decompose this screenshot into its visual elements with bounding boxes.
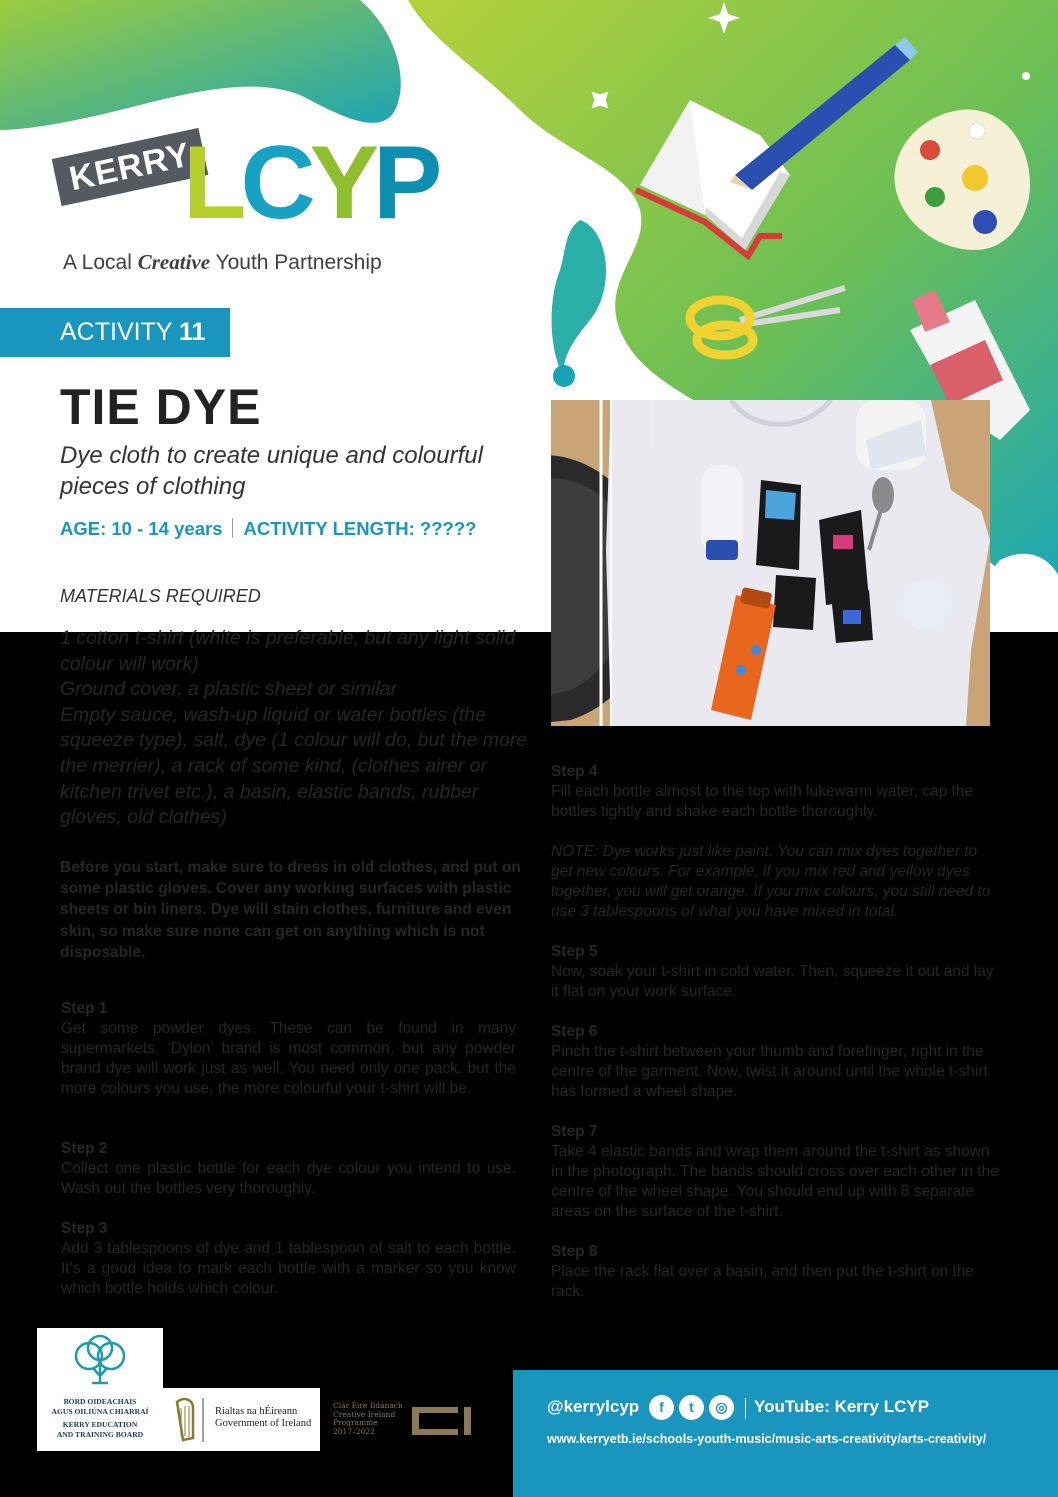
website-link[interactable]: www.kerryetb.ie/schools-youth-music/music-arts-creativity/arts-creativity/ [547, 1432, 987, 1446]
tree-icon [37, 1328, 163, 1398]
tie-dye-materials-photo [551, 400, 990, 726]
step-text: Place the rack flat over a basin, and then put the t-shirt on the rack. [551, 1263, 975, 1300]
twitter-icon[interactable]: t [679, 1395, 704, 1420]
footer-bar [513, 1370, 1058, 1497]
step-text: Collect one plastic bottle for each dye colour you intend to use. Wash out the bottles very thoroughly. [61, 1160, 516, 1197]
materials-heading: MATERIALS REQUIRED [60, 586, 261, 606]
age-and-length [60, 518, 476, 540]
tagline: A Local Creative Youth Partnership [63, 250, 382, 274]
step-text: Now, soak your t-shirt in cold water. Then, squeeze it out and lay it flat on your work surface. [551, 963, 994, 1000]
age-range: AGE: 10 - 14 years [60, 518, 223, 539]
step-4 [551, 762, 1001, 822]
materials-list [60, 626, 530, 831]
step-title: Step 1 [61, 1000, 108, 1017]
step-2 [61, 1139, 516, 1199]
facebook-icon[interactable]: f [649, 1395, 674, 1420]
step-title: Step 4 [551, 763, 598, 780]
safety-warning: Before you start, make sure to dress in old clothes, and put on some plastic gloves. Cover any working surfaces with plastic sheets or bin liners. Dye will stain clothes, furniture and even skin, so make sure none can get on anything which is not disposable. [60, 859, 521, 961]
step-title: Step 6 [551, 1023, 598, 1040]
social-handle[interactable]: @kerrylcyp [547, 1397, 640, 1416]
material-item: Empty sauce, wash-up liquid or water bottles (the squeeze type), salt, dye (1 colour will do, but the more the merrier), a rack of some kind, (clothes airer or kitchen trivet etc.), a basin, elastic bands, rubber gloves, old clothes) [60, 703, 528, 829]
youtube-link[interactable]: YouTube: Kerry LCYP [754, 1397, 930, 1416]
gov-label-irish: Rialtas na hÉireann [215, 1406, 298, 1417]
material-item: 1 cotton t-shirt (white is preferable, but any light solid colour will work) [60, 627, 516, 675]
step-text: Pinch the t-shirt between your thumb and forefinger, right in the centre of the garment. Now, twist it around until the whole t-shirt has formed a wheel shape. [551, 1043, 988, 1100]
creative-ireland-text: Clár Éire Ildánach Creative Ireland Programme 2017–2022 [333, 1401, 403, 1436]
page-title: TIE DYE [60, 379, 262, 435]
step-text: Fill each bottle almost to the top with lukewarm water, cap the bottles tightly and shake each bottle thoroughly. [551, 783, 974, 820]
material-item: Ground cover, a plastic sheet or similar [60, 678, 398, 701]
page-subtitle: Dye cloth to create unique and colourful pieces of clothing [60, 442, 483, 500]
dye-mixing-note: NOTE: Dye works just like paint. You can mix dyes together to get new colours. For example, if you mix red and yellow dyes together, you will get orange. If you mix colours, you still need to use 3 tablespoons of what you have mixed in total. [551, 843, 991, 920]
creative-ireland-logo [410, 1405, 474, 1437]
step-text: Get some powder dyes. These can be found in many supermarkets. ‘Dylon’ brand is most common, but any powder brand dye will work just as well. You need only one pack, but the more colours you use, the more colourful your t-shirt will be. [61, 1020, 516, 1097]
step-6 [551, 1022, 1001, 1102]
gov-label-english: Government of Ireland [215, 1418, 312, 1429]
footer-separator [745, 1398, 746, 1419]
step-1 [61, 999, 516, 1099]
step-7 [551, 1122, 1001, 1222]
instagram-icon[interactable]: ◎ [709, 1395, 734, 1420]
step-title: Step 7 [551, 1123, 598, 1140]
step-title: Step 5 [551, 943, 598, 960]
harp-icon [163, 1388, 208, 1451]
step-5 [551, 942, 1001, 1002]
kerry-logo-tag: KERRY [52, 128, 209, 206]
activity-length: ACTIVITY LENGTH: ????? [243, 518, 477, 539]
step-title: Step 3 [61, 1220, 108, 1237]
step-text: Take 4 elastic bands and wrap them around the t-shirt as shown in the photograph. The bands should cross over each other in the centre of the wheel shape. You should end up with 8 separate areas on the surface of the t-shirt. [551, 1143, 999, 1220]
separator [232, 518, 233, 538]
step-3 [61, 1219, 516, 1299]
lcyp-logo: LCYP [183, 125, 437, 241]
activity-number-bar: ACTIVITY 11 [0, 308, 230, 357]
step-text: Add 3 tablespoons of dye and 1 tablespoon of salt to each bottle. It’s a good idea to mark each bottle with a marker so you know which bottle holds which colour. [61, 1240, 516, 1297]
step-title: Step 8 [551, 1243, 598, 1260]
step-title: Step 2 [61, 1140, 108, 1157]
etb-label: BORD OIDEACHAIS AGUS OILIÚNA CHIARRAÍ KERRY EDUCATION AND TRAINING BOARD [51, 1397, 149, 1439]
step-8 [551, 1242, 1001, 1302]
